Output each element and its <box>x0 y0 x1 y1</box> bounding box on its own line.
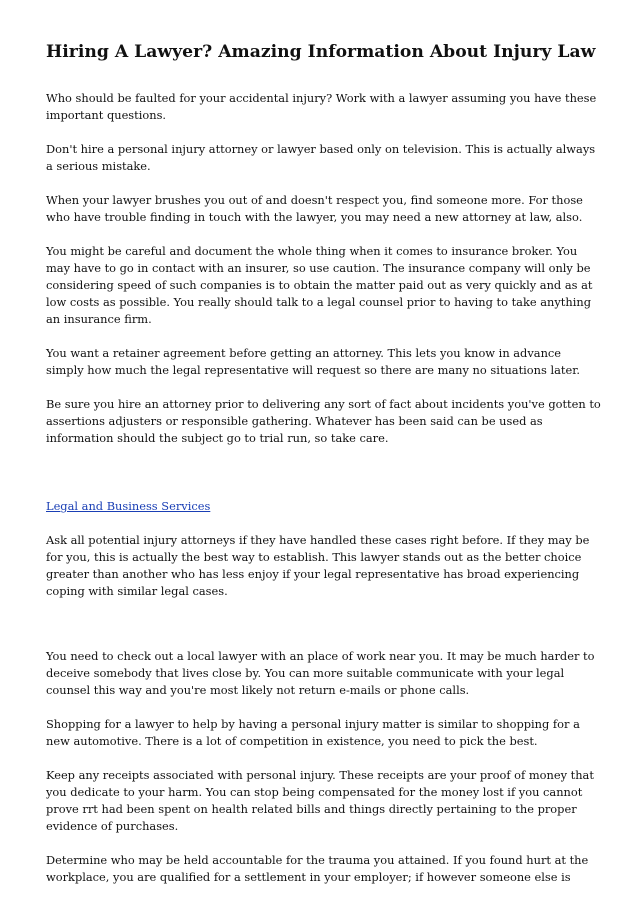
paragraph: Be sure you hire an attorney prior to delivering any sort of fact about incidents you've gotten to assertions adjusters or responsible gathering. Whatever has been said can be used as information should the subject go to trial run, so take care. <box>46 397 601 445</box>
paragraph: Keep any receipts associated with personal injury. These receipts are your proof of money that you dedicate to your harm. You can stop being compensated for the money lost if you cannot prove rrt had been spent on health related bills and things directly pertaining to the proper evidence of purchases. <box>46 768 594 833</box>
paragraph: When your lawyer brushes you out of and doesn't respect you, find someone more. For those who have trouble finding in touch with the lawyer, you may need a new attorney at law, also. <box>46 193 583 224</box>
section-gap <box>46 617 602 648</box>
link-container <box>46 495 602 515</box>
paragraph: You might be careful and document the whole thing when it comes to insurance broker. You may have to go in contact with an insurer, so use caution. The insurance company will only be considering speed of such companies is to obtain the matter paid out as very quickly and as at low costs as possible. You really should talk to a legal counsel prior to having to take anything an insurance firm. <box>46 244 593 326</box>
paragraph: Who should be faulted for your accidental injury? Work with a lawyer assuming you have these important questions. <box>46 91 597 122</box>
paragraph: You want a retainer agreement before getting an attorney. This lets you know in advance simply how much the legal representative will request so there are many no situations later. <box>46 346 581 377</box>
paragraph: Don't hire a personal injury attorney or lawyer based only on television. This is actually always a serious mistake. <box>46 142 596 173</box>
document-page <box>46 40 602 903</box>
paragraph: Determine who may be held accountable for the trauma you attained. If you found hurt at the workplace, you are qualified for a settlement in your employer; if however someone else is <box>46 853 589 884</box>
paragraph: Ask all potential injury attorneys if they have handled these cases right before. If they may be for you, this is actually the best way to establish. This lawyer stands out as the better choice greater than another who has less enjoy if your legal representative has broad experiencing coping with similar legal cases. <box>46 533 590 598</box>
document-title: Hiring A Lawyer? Amazing Information About Injury Law <box>46 42 596 62</box>
paragraph: You need to check out a local lawyer with an place of work near you. It may be much harder to deceive somebody that lives close by. You can more suitable communicate with your legal counsel this way and you're most likely not return e-mails or phone calls. <box>46 649 595 697</box>
section-gap <box>46 464 602 495</box>
paragraph: Shopping for a lawyer to help by having a personal injury matter is similar to shopping for a new automotive. There is a lot of competition in existence, you need to pick the best. <box>46 717 580 748</box>
legal-business-services-link[interactable]: Legal and Business Services <box>46 499 211 513</box>
